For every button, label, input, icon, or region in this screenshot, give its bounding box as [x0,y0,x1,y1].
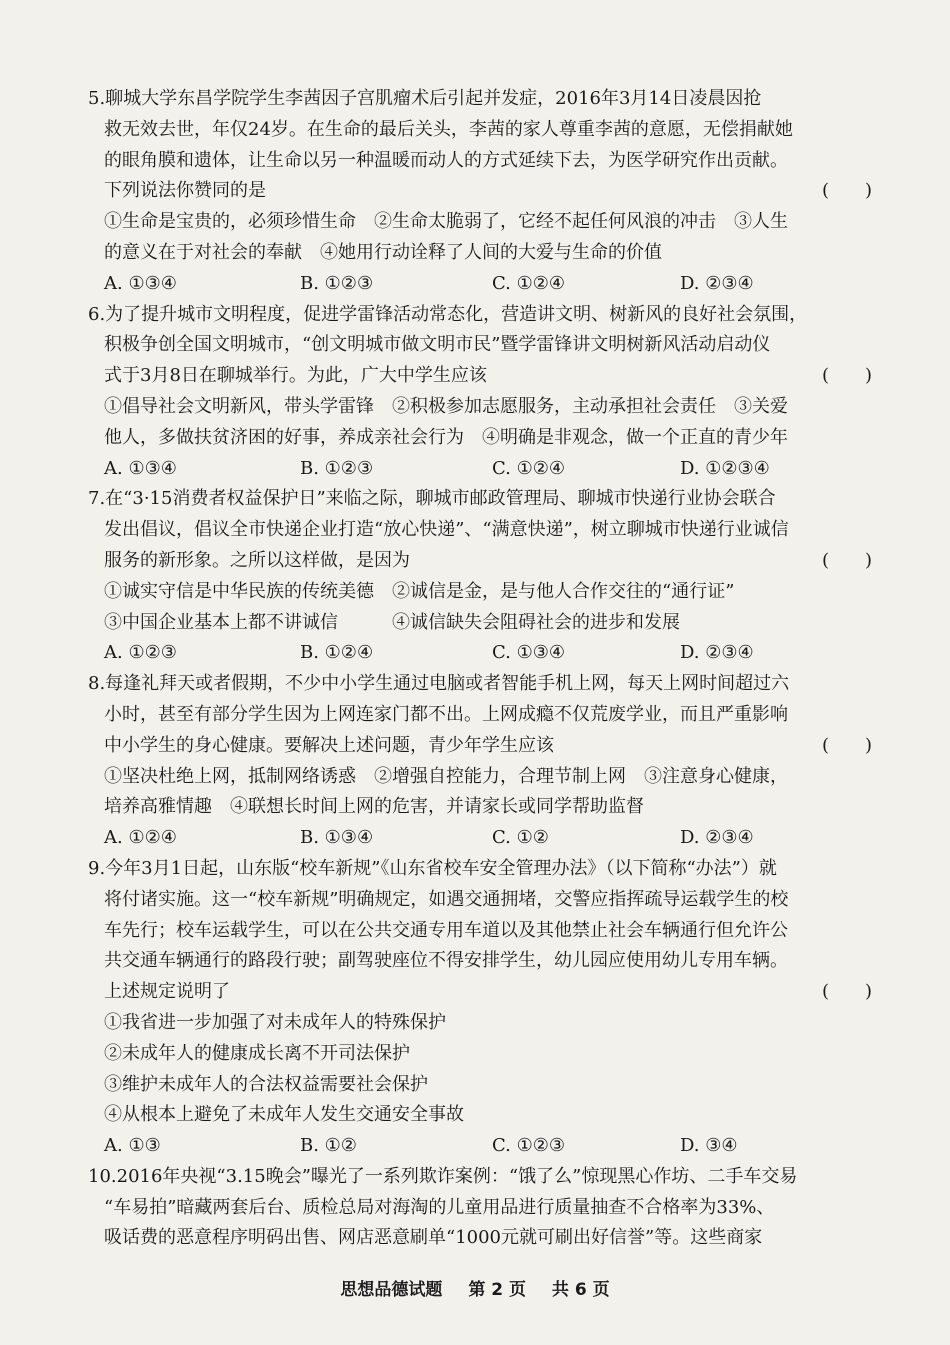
question-stem-line [88,146,878,177]
answer-option[interactable]: B. ①②③ [300,457,374,479]
question-stem-text: 中小学生的身心健康。要解决上述问题，青少年学生应该 [104,734,554,756]
footer-total-pages: 共 6 页 [551,1280,610,1300]
answer-options [88,454,878,485]
question-block [88,484,878,669]
footer-subject: 思想品德试题 [340,1280,443,1300]
question-stem-text: 共交通车辆通行的路段行驶；副驾驶座位不得安排学生，幼儿园应使用幼儿专用车辆。 [104,950,788,972]
question-stem-text: 7.在“3·15消费者权益保护日”来临之际，聊城市邮政管理局、聊城市快递行业协会联合 [88,488,776,510]
question-block [88,1162,878,1254]
answer-option[interactable]: B. ①②④ [300,642,374,664]
question-stem-line [88,361,878,392]
answer-option[interactable]: B. ①② [300,1135,357,1157]
answer-option[interactable]: A. ①②④ [104,827,177,849]
question-stem-text: 6.为了提升城市文明程度，促进学雷锋活动常态化，营造讲文明、树新风的良好社会氛围， [88,303,808,325]
question-stem-first-line [88,84,878,115]
answer-option[interactable]: A. ①②③ [104,642,177,664]
statement-line: 培养高雅情趣 ④联想长时间上网的危害，并请家长或同学帮助监督 [104,796,644,818]
answer-option[interactable]: B. ①③④ [300,827,374,849]
question-stem-text: 救无效去世，年仅24岁。在生命的最后关头，李茜的家人尊重李茜的意愿，无偿捐献她 [104,118,793,140]
question-stem-text: 式于3月8日在聊城举行。为此，广大中学生应该 [104,365,487,387]
answer-option[interactable]: D. ③④ [680,1135,738,1157]
answer-option[interactable]: D. ②③④ [680,827,754,849]
page-footer [0,1275,950,1300]
question-block [88,669,878,854]
question-stem-line [88,546,878,577]
statement-line: ③维护未成年人的合法权益需要社会保护 [104,1073,428,1095]
footer-page-number: 第 2 页 [468,1280,526,1300]
question-block [88,300,878,485]
question-stem-first-line [88,854,878,885]
question-stem-first-line [88,669,878,700]
answer-blank[interactable]: ( ) [822,734,873,756]
answer-options [88,269,878,300]
question-stem-line [88,176,878,207]
answer-blank[interactable]: ( ) [822,365,873,387]
question-stem-text: 下列说法你赞同的是 [104,180,266,202]
question-stem-first-line [88,484,878,515]
question-stem-line [88,115,878,146]
question-stem-text: 的眼角膜和遗体，让生命以另一种温暖而动人的方式延续下去，为医学研究作出贡献。 [104,149,788,171]
statement-line: ①诚实守信是中华民族的传统美德 ②诚信是金，是与他人合作交往的“通行证” [104,580,735,602]
answer-option[interactable]: A. ①③④ [104,457,177,479]
statement-line: ④从根本上避免了未成年人发生交通安全事故 [104,1104,464,1126]
question-stem-text: 9.今年3月1日起，山东版“校车新规”《山东省校车安全管理办法》（以下简称“办法”）就 [88,857,777,879]
question-stem-line [88,330,878,361]
answer-option[interactable]: D. ①②③④ [680,457,770,479]
question-stem-text: 5.聊城大学东昌学院学生李茜因子宫肌瘤术后引起并发症，2016年3月14日凌晨因抢 [88,88,762,109]
answer-option[interactable]: B. ①②③ [300,272,374,294]
statement-line: ①我省进一步加强了对未成年人的特殊保护 [104,1011,446,1033]
answer-blank[interactable]: ( ) [822,180,873,202]
question-stem-line [88,916,878,947]
answer-option[interactable]: C. ①②④ [492,272,565,294]
question-stem-text: 上述规定说明了 [104,981,230,1003]
question-stem-line [88,1193,878,1224]
question-stem-line [88,885,878,916]
question-stem-text: 10.2016年央视“3.15晚会”曝光了一系列欺诈案例：“饿了么”惊现黑心作坊、二手车交易 [88,1165,798,1187]
statement-line: ①坚决杜绝上网，抵制网络诱惑 ②增强自控能力，合理节制上网 ③注意身心健康， [104,765,788,787]
question-stem-first-line [88,300,878,331]
question-block [88,84,878,300]
statement-line: ①生命是宝贵的，必须珍惜生命 ②生命太脆弱了，它经不起任何风浪的冲击 ③人生 [104,211,788,233]
question-stem-text: 积极争创全国文明城市，“创文明城市做文明市民”暨学雷锋讲文明树新风活动启动仪 [104,334,771,356]
question-stem-text: 服务的新形象。之所以这样做，是因为 [104,549,410,571]
question-stem-text: 车先行；校车运载学生，可以在公共交通专用车道以及其他禁止社会车辆通行但允许公 [104,919,788,941]
question-stem-line [88,977,878,1008]
answer-option[interactable]: C. ①②④ [492,457,565,479]
statement-line: ②未成年人的健康成长离不开司法保护 [104,1042,410,1064]
question-stem-text: 8.每逢礼拜天或者假期，不少中小学生通过电脑或者智能手机上网，每天上网时间超过六 [88,673,790,695]
question-stem-text: 将付诸实施。这一“校车新规”明确规定，如遇交通拥堵，交警应指挥疏导运载学生的校 [104,888,789,910]
answer-option[interactable]: D. ②③④ [680,642,754,664]
answer-options [88,823,878,854]
answer-option[interactable]: C. ①②③ [492,1135,565,1157]
question-stem-line [88,515,878,546]
answer-options [88,1131,878,1162]
question-stem-line [88,1223,878,1254]
statement-line: ③中国企业基本上都不讲诚信 ④诚信缺失会阻碍社会的进步和发展 [104,611,680,633]
question-block [88,854,878,1162]
answer-option[interactable]: C. ①③④ [492,642,565,664]
answer-blank[interactable]: ( ) [822,549,873,571]
answer-blank[interactable]: ( ) [822,981,873,1003]
answer-option[interactable]: A. ①③ [104,1135,161,1157]
answer-option[interactable]: D. ②③④ [680,272,754,294]
question-list [88,84,878,1254]
question-stem-text: 吸话费的恶意程序明码出售、网店恶意刷单“1000元就可刷出好信誉”等。这些商家 [104,1227,763,1249]
answer-options [88,638,878,669]
statement-line: ①倡导社会文明新风，带头学雷锋 ②积极参加志愿服务，主动承担社会责任 ③关爱 [104,395,788,417]
question-stem-text: “车易拍”暗藏两套后台、质检总局对海淘的儿童用品进行质量抽查不合格率为33%、 [104,1196,775,1218]
question-stem-first-line [88,1162,878,1193]
question-stem-text: 发出倡议，倡议全市快递企业打造“放心快递”、“满意快递”，树立聊城市快递行业诚信 [104,519,789,541]
answer-option[interactable]: C. ①② [492,827,549,849]
statement-line: 的意义在于对社会的奉献 ④她用行动诠释了人间的大爱与生命的价值 [104,241,662,263]
statement-line: 他人，多做扶贫济困的好事，养成亲社会行为 ④明确是非观念，做一个正直的青少年 [104,426,788,448]
question-stem-line [88,946,878,977]
question-stem-line [88,731,878,762]
answer-option[interactable]: A. ①③④ [104,272,177,294]
question-stem-text: 小时，甚至有部分学生因为上网连家门都不出。上网成瘾不仅荒废学业，而且严重影响 [104,703,788,725]
question-stem-line [88,700,878,731]
